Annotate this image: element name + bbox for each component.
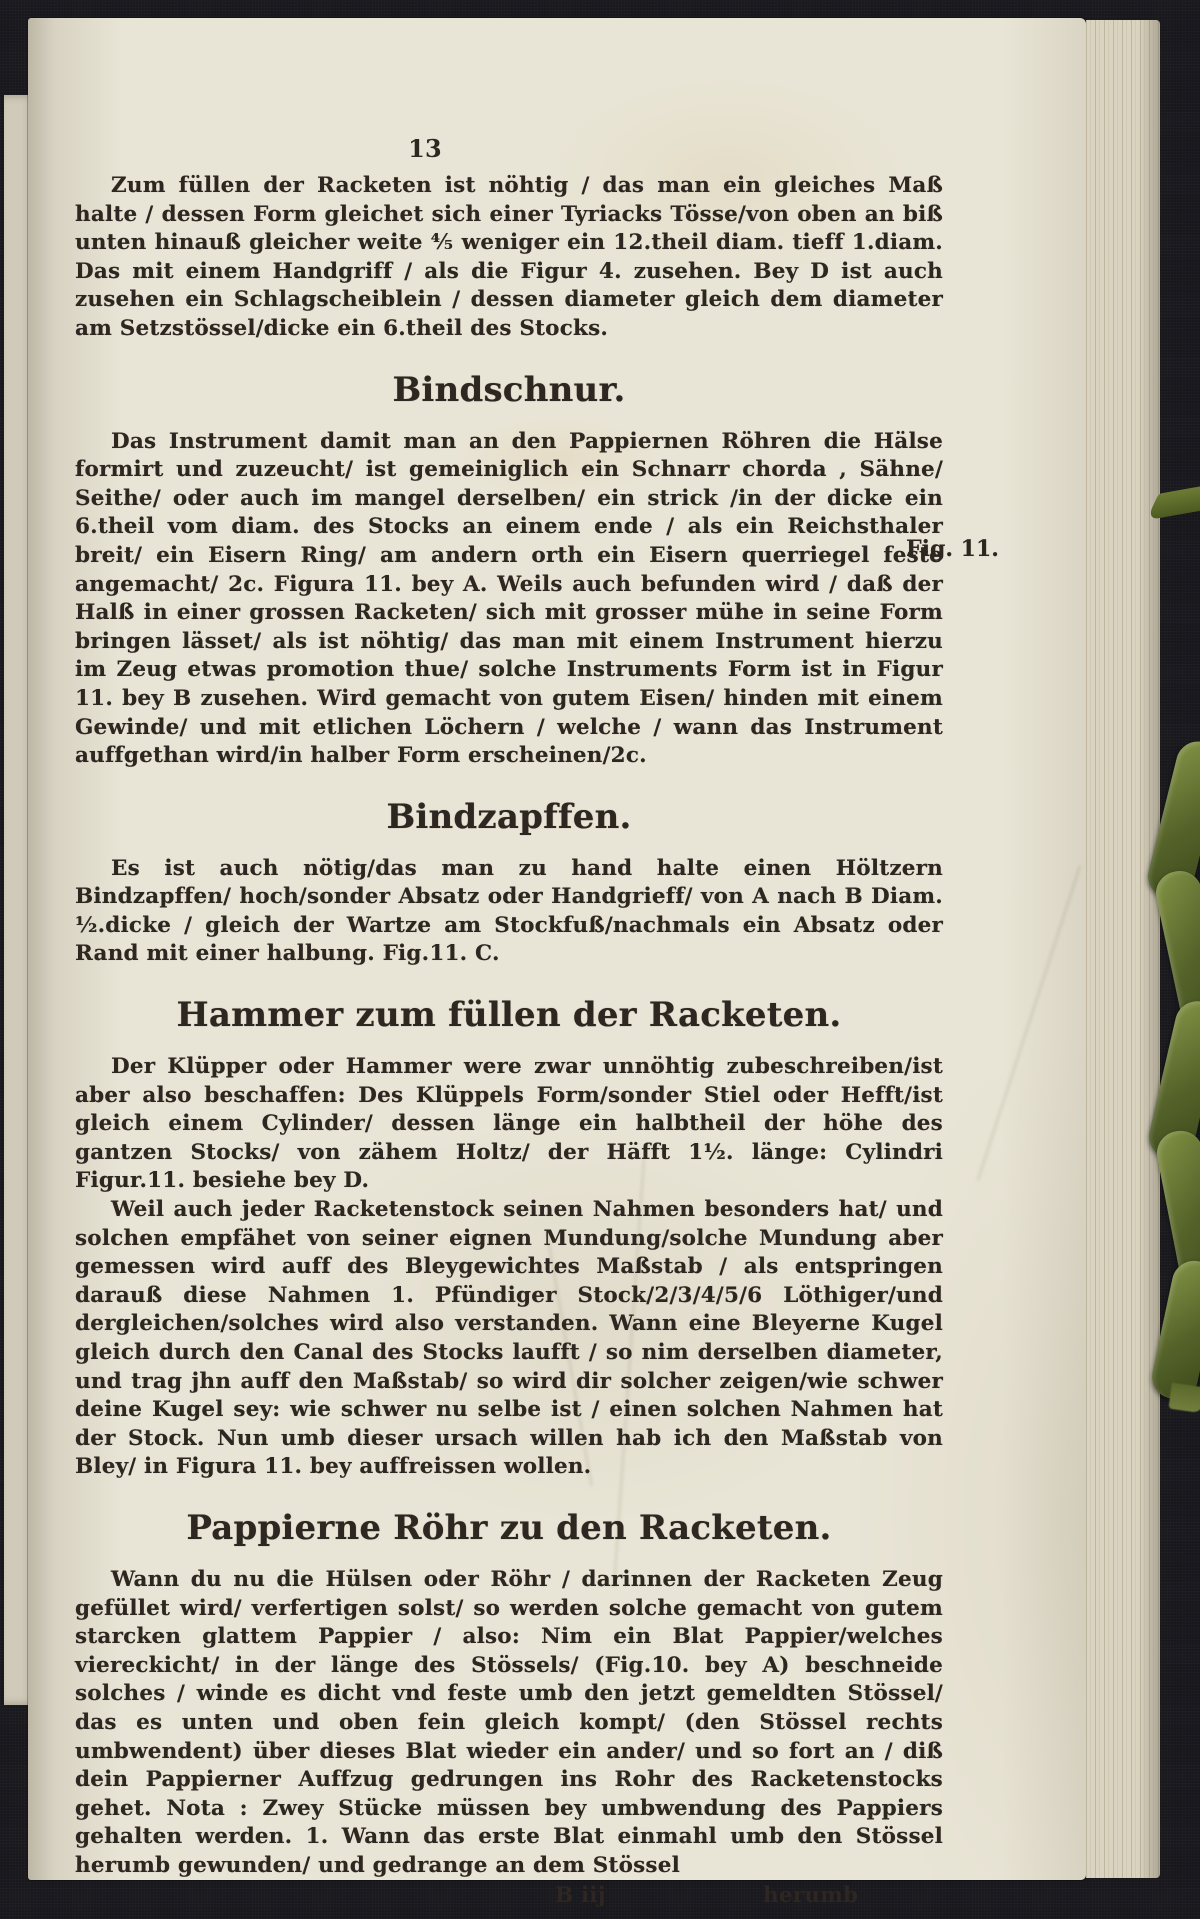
ribbon-frayed-end [1168, 1383, 1200, 1413]
catchword: herumb [763, 1882, 859, 1908]
section-heading-hammer: Hammer zum füllen der Racketen. [176, 995, 842, 1036]
paragraph-hammer-description: Der Klüpper oder Hammer were zwar unnöhtig zubeschreiben/ist aber also beschaffen: Des Klüppels Form/sonder Stiel oder Hefft/ist gleich einem Cylinder/ dessen länge ein halbtheil der höhe des gantzen Stocks/ von zähem Holtz/ der Häfft 1½. länge: Cylindri Figur.11. besiehe bey D. [75, 1054, 943, 1194]
signature-line [75, 1883, 943, 1917]
book-page [28, 18, 1086, 1908]
paragraph-bindzapffen: Es ist auch nötig/das man zu hand halte einen Höltzern Bindzapffen/ hoch/sonder Absatz oder Handgrieff/ von A nach B Diam. ½.dicke / gleich der Wartze am Stockfuß/nachmals ein Absatz oder Rand mit einer halbung. Fig.11. C. [75, 855, 943, 967]
type-area [75, 134, 943, 1917]
signature-mark: B iij [555, 1882, 606, 1908]
section-heading-pappierne-roehr: Pappierne Röhr zu den Racketen. [186, 1507, 832, 1548]
paragraph-paper-tubes: Wann du nu die Hülsen oder Röhr / darinnen der Racketen Zeug gefüllet wird/ verfertigen solst/ so werden solche gemacht von gutem starcken glattem Pappier / also: Nim ein Blat Pappier/welches viereckicht/ in der länge des Stössels/ (Fig.10. bey A) beschneide solches / winde es dicht vnd feste umb den jetzt gemeldten Stössel/ das es unten und oben fein gleich kompt/ (den Stössel rechts umbwendent) über dieses Blat wieder ein ander/ und so fort an / diß dein Pappierner Auffzug gedrungen ins Rohr des Racketenstocks gehet. Nota : Zwey Stücke müssen bey umbwendung des Pappiers gehalten werden. 1. Wann das erste Blat einmahl umb den Stössel herumb gewunden/ und gedrange an dem Stössel [75, 1566, 943, 1878]
paragraph-filling-rockets: Zum füllen der Racketen ist nöhtig / das man ein gleiches Maß halte / dessen Form gleichet sich einer Tyriacks Tösse/von oben an biß unten hinauß gleicher weite ⅘ weniger ein 12.theil diam. tieff 1.diam. Das mit einem Handgriff / als die Figur 4. zusehen. Bey D ist auch zusehen ein Schlagscheiblein / dessen diameter gleich dem diameter am Setzstössel/dicke ein 6.theil des Stocks. [75, 173, 943, 341]
paragraph-bindschnur: Das Instrument damit man an den Pappiernen Röhren die Hälse formirt und zuzeucht/ ist gemeiniglich ein Schnarr chorda , Sähne/ Seithe/ oder auch im mangel derselben/ ein strick /in der dicke ein 6.theil vom diam. des Stocks an einem ende / als ein Reichsthaler breit/ ein Eisern Ring/ am andern orth ein Eisern querriegel feste angemacht/ 2c. Figura 11. bey A. Weils auch befunden wird / daß der Halß in einer grossen Racketen/ sich mit grosser mühe in seine Form bringen lässet/ als ist nöhtig/ das man mit einem Instrument hierzu im Zeug etwas promotion thue/ solche Instruments Form ist in Figur 11. bey B zusehen. Wird gemacht von gutem Eisen/ hinden mit einem Gewinde/ und mit etlichen Löchern / welche / wann das Instrument auffgethan wird/in halber Form erscheinen/2c. [75, 428, 943, 769]
section-heading-bindschnur: Bindschnur. [392, 369, 626, 410]
ribbon-bookmark [1150, 470, 1200, 1430]
section-heading-bindzapffen: Bindzapffen. [386, 796, 632, 837]
paper-crease [977, 866, 1081, 1180]
ribbon-tip [1146, 484, 1200, 521]
margin-note-figure-reference: Fig. 11. [906, 536, 999, 562]
paragraph-rocket-stock-names: Weil auch jeder Racketenstock seinen Nahmen besonders hat/ und solchen empfähet von seiner eignen Mundung/solche Mundung aber gemessen wird auff des Bleygewichtes Maßstab / als entspringen darauß diese Nahmen 1. Pfündiger Stock/2/3/4/5/6 Löthiger/und dergleichen/solches wird also verstanden. Wann eine Bleyerne Kugel gleich durch den Canal des Stocks laufft / so nim derselben diameter, und trag jhn auff den Maßstab/ so wird dir solcher zeigen/wie schwer deine Kugel sey: wie schwer nu selbe ist / einen solchen Nahmen hat der Stock. Nun umb dieser ursach willen hab ich den Maßstab von Bley/ in Figura 11. bey auffreissen wollen. [75, 1197, 943, 1480]
page-number: 13 [408, 134, 442, 163]
book-fore-edge-pages [1086, 20, 1160, 1878]
ribbon-twist-segment [1148, 1257, 1200, 1404]
